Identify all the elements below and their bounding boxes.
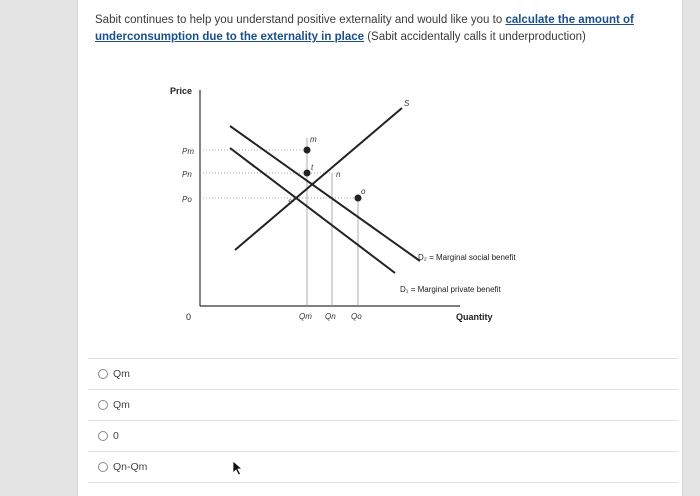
answer-option[interactable]: [88, 358, 678, 390]
radio-unselected-icon[interactable]: [98, 462, 108, 472]
quantity-label-qo: Qo: [351, 312, 362, 321]
answer-option[interactable]: [88, 390, 678, 421]
origin-label: 0: [186, 312, 192, 322]
supply-line: [235, 108, 402, 250]
point-label-o: o: [361, 187, 366, 196]
answer-option[interactable]: [88, 452, 678, 483]
radio-unselected-icon[interactable]: [98, 369, 108, 379]
radio-unselected-icon[interactable]: [98, 431, 108, 441]
demand-d2-line: [230, 126, 420, 261]
point-label-s: s: [288, 197, 292, 206]
mouse-cursor-icon: [232, 460, 244, 476]
point-label-n: n: [336, 170, 341, 179]
radio-unselected-icon[interactable]: [98, 400, 108, 410]
point-m-dot: [304, 147, 311, 154]
y-axis-label: Price: [170, 86, 193, 96]
question-prefix: Sabit continues to help you understand positive externality and would like you to: [95, 14, 506, 26]
point-t-dot: [304, 170, 311, 177]
question-link[interactable]: calculate the amount of underconsumption due to the externality in place: [95, 14, 634, 43]
legend-d1: D₁ = Marginal private benefit: [400, 285, 501, 294]
quantity-label-qn: Qn: [325, 312, 336, 321]
question-text: [95, 12, 655, 46]
x-axis-label: Quantity: [456, 312, 493, 322]
point-label-m: m: [310, 135, 317, 144]
externality-graph: [160, 78, 580, 338]
option-label: Qn-Qm: [113, 461, 148, 473]
price-label-pm: Pm: [182, 147, 194, 156]
supply-label: S: [404, 99, 410, 108]
point-label-t: t: [311, 163, 314, 172]
option-label: 0: [113, 430, 119, 442]
option-label: Qm: [113, 399, 130, 411]
option-label: Qm: [113, 368, 130, 380]
price-label-pn: Pn: [182, 170, 192, 179]
price-label-po: Po: [182, 195, 192, 204]
legend-d2: D₂ = Marginal social benefit: [418, 253, 516, 262]
answer-option[interactable]: [88, 421, 678, 452]
quantity-label-qm: Qm: [299, 312, 312, 321]
answer-options: [88, 358, 678, 483]
question-suffix: (Sabit accidentally calls it underproduction): [364, 31, 586, 43]
